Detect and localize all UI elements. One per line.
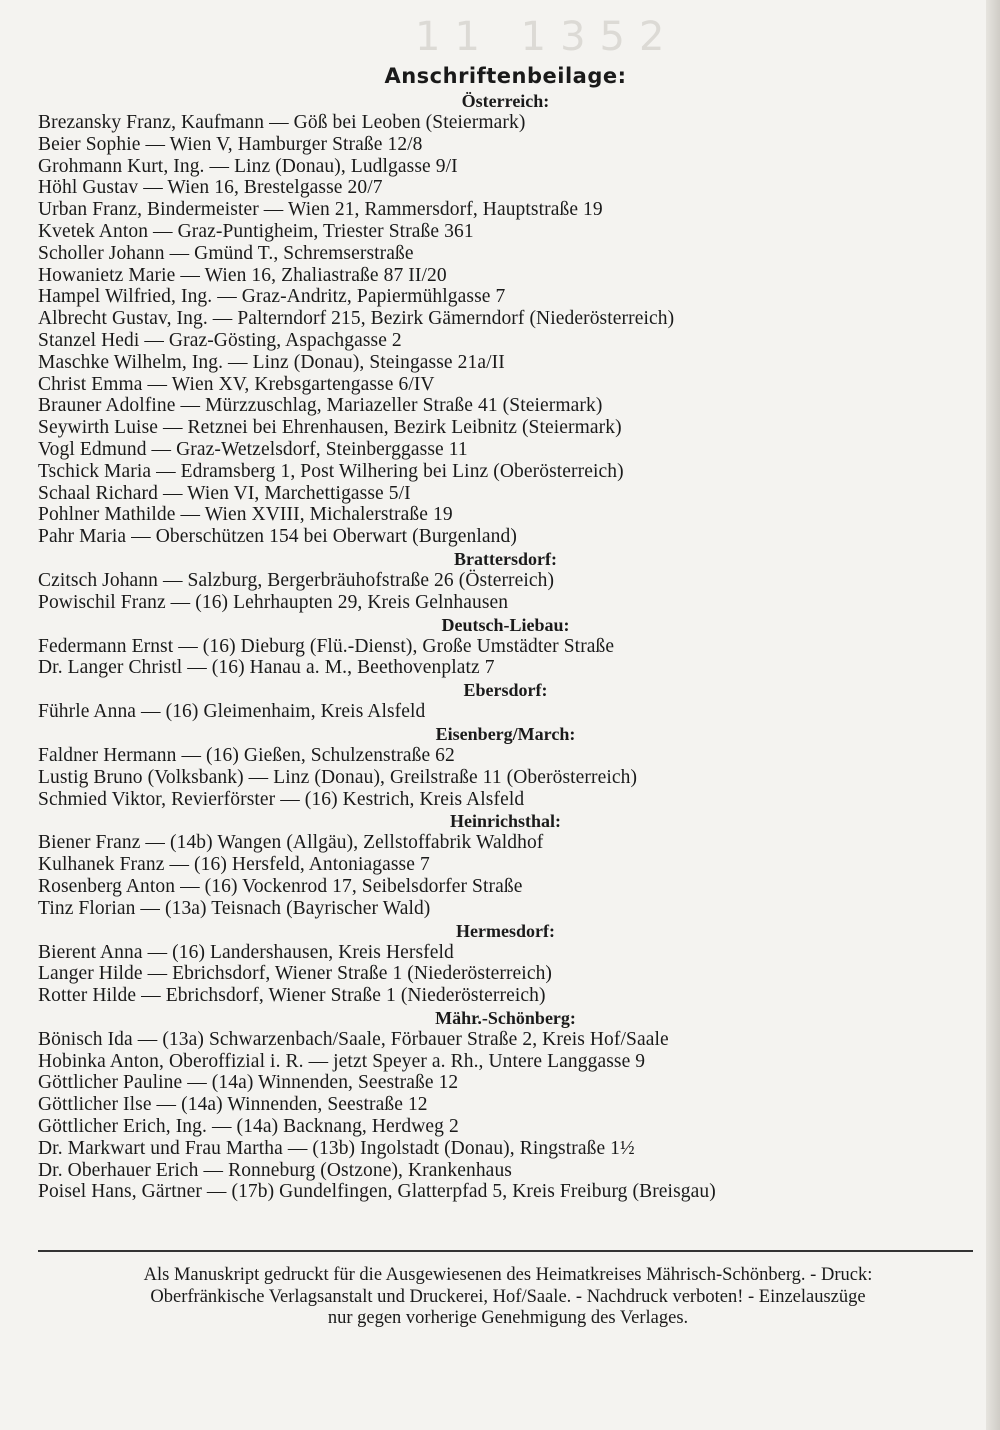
address-entry: Federmann Ernst — (16) Dieburg (Flü.-Dienst), Große Umstädter Straße — [38, 635, 615, 657]
address-entry: Faldner Hermann — (16) Gießen, Schulzenstraße 62 — [38, 744, 455, 766]
address-entry: Brezansky Franz, Kaufmann — Göß bei Leoben (Steiermark) — [38, 112, 526, 133]
address-entry: Dr. Oberhauer Erich — Ronneburg (Ostzone), Krankenhaus — [38, 1159, 512, 1181]
region-section — [38, 90, 973, 548]
region-heading: Eisenberg/March: — [435, 723, 576, 744]
address-entry: Maschke Wilhelm, Ing. — Linz (Donau), Steingasse 21a/II — [38, 351, 505, 373]
address-entry: Howanietz Marie — Wien 16, Zhaliastraße 87 II/20 — [38, 264, 447, 286]
region-section — [38, 548, 973, 614]
region-heading: Österreich: — [461, 91, 550, 111]
address-entry: Hampel Wilfried, Ing. — Graz-Andritz, Papiermühlgasse 7 — [38, 286, 506, 308]
address-supplement — [38, 62, 973, 1203]
address-entry: Schmied Viktor, Revierförster — (16) Kestrich, Kreis Alsfeld — [38, 788, 525, 810]
address-entry: Schaal Richard — Wien VI, Marchettigasse 5/I — [38, 482, 411, 504]
address-entry: Brauner Adolfine — Mürzzuschlag, Mariazeller Straße 41 (Steiermark) — [38, 395, 603, 417]
address-entry: Pohlner Mathilde — Wien XVIII, Michalerstraße 19 — [38, 504, 453, 526]
address-entry: Führle Anna — (16) Gleimenhaim, Kreis Alsfeld — [38, 701, 426, 723]
address-entry: Langer Hilde — Ebrichsdorf, Wiener Straße 1 (Niederösterreich) — [38, 963, 553, 985]
address-entry: Scholler Johann — Gmünd T., Schremserstraße — [38, 242, 414, 264]
address-entry: Albrecht Gustav, Ing. — Palterndorf 215, Bezirk Gämerndorf (Niederösterreich) — [38, 308, 675, 330]
address-entry: Kvetek Anton — Graz-Puntigheim, Triester Straße 361 — [38, 220, 474, 242]
address-list — [38, 942, 973, 1007]
address-entry: Lustig Bruno (Volksbank) — Linz (Donau), Greilstraße 11 (Oberösterreich) — [38, 766, 638, 788]
region-heading: Deutsch-Liebau: — [441, 614, 570, 635]
address-entry: Czitsch Johann — Salzburg, Bergerbräuhofstraße 26 (Österreich) — [38, 569, 555, 591]
address-entry: Bönisch Ida — (13a) Schwarzenbach/Saale, Förbauer Straße 2, Kreis Hof/Saale — [38, 1028, 669, 1050]
address-entry: Pahr Maria — Oberschützen 154 bei Oberwart (Burgenland) — [38, 526, 517, 548]
address-entry: Bierent Anna — (16) Landershausen, Kreis Hersfeld — [38, 941, 454, 963]
footer-divider — [38, 1250, 973, 1252]
address-entry: Powischil Franz — (16) Lehrhaupten 29, Kreis Gelnhausen — [38, 591, 509, 613]
address-list — [38, 636, 973, 680]
address-entry: Tschick Maria — Edramsberg 1, Post Wilhering bei Linz (Oberösterreich) — [38, 460, 624, 482]
address-entry: Hobinka Anton, Oberoffizial i. R. — jetzt Speyer a. Rh., Untere Langgasse 9 — [38, 1050, 646, 1072]
region-heading: Hermesdorf: — [456, 920, 555, 941]
address-entry: Rosenberg Anton — (16) Vockenrod 17, Seibelsdorfer Straße — [38, 875, 523, 897]
address-entry: Urban Franz, Bindermeister — Wien 21, Rammersdorf, Hauptstraße 19 — [38, 199, 603, 221]
sections-container — [38, 90, 973, 1203]
address-list — [38, 112, 973, 548]
imprint-footer — [38, 1265, 978, 1330]
address-entry: Biener Franz — (14b) Wangen (Allgäu), Zellstoffabrik Waldhof — [38, 832, 544, 854]
address-entry: Stanzel Hedi — Graz-Gösting, Aspachgasse 2 — [38, 329, 402, 351]
address-entry: Göttlicher Ilse — (14a) Winnenden, Seestraße 12 — [38, 1094, 428, 1116]
address-entry: Dr. Markwart und Frau Martha — (13b) Ingolstadt (Donau), Ringstraße 1½ — [38, 1137, 635, 1159]
footer-line: Als Manuskript gedruckt für die Ausgewiesenen des Heimatkreises Mährisch-Schönberg. - Druck: — [143, 1265, 873, 1285]
address-entry: Dr. Langer Christl — (16) Hanau a. M., Beethovenplatz 7 — [38, 657, 495, 679]
region-section — [38, 920, 973, 1007]
address-entry: Christ Emma — Wien XV, Krebsgartengasse 6/IV — [38, 373, 435, 395]
region-section — [38, 723, 973, 810]
address-entry: Höhl Gustav — Wien 16, Brestelgasse 20/7 — [38, 177, 383, 199]
address-entry: Grohmann Kurt, Ing. — Linz (Donau), Ludlgasse 9/I — [38, 155, 458, 177]
address-list — [38, 701, 973, 723]
address-list — [38, 1029, 973, 1203]
address-entry: Rotter Hilde — Ebrichsdorf, Wiener Straße 1 (Niederösterreich) — [38, 985, 546, 1007]
address-entry: Vogl Edmund — Graz-Wetzelsdorf, Steinberggasse 11 — [38, 438, 468, 460]
region-heading: Heinrichsthal: — [450, 811, 561, 832]
address-entry: Seywirth Luise — Retznei bei Ehrenhausen, Bezirk Leibnitz (Steiermark) — [38, 417, 622, 439]
region-section — [38, 810, 973, 919]
address-entry: Kulhanek Franz — (16) Hersfeld, Antoniagasse 7 — [38, 854, 430, 876]
footer-line: nur gegen vorherige Genehmigung des Verlages. — [327, 1308, 689, 1328]
address-entry: Göttlicher Erich, Ing. — (14a) Backnang, Herdweg 2 — [38, 1116, 459, 1138]
scan-edge-shadow — [986, 0, 1000, 1430]
region-heading: Ebersdorf: — [463, 680, 548, 701]
address-list — [38, 570, 973, 614]
address-entry: Poisel Hans, Gärtner — (17b) Gundelfingen, Glatterpfad 5, Kreis Freiburg (Breisgau) — [38, 1181, 716, 1203]
address-entry: Tinz Florian — (13a) Teisnach (Bayrischer Wald) — [38, 897, 431, 919]
address-entry: Beier Sophie — Wien V, Hamburger Straße 12/8 — [38, 133, 423, 155]
address-entry: Göttlicher Pauline — (14a) Winnenden, Seestraße 12 — [38, 1072, 459, 1094]
page-title: Anschriftenbeilage: — [384, 64, 627, 88]
region-section — [38, 679, 973, 723]
faded-stamp: 11 1352 — [415, 14, 679, 60]
region-heading: Mähr.-Schönberg: — [435, 1007, 576, 1028]
address-list — [38, 745, 973, 810]
region-section — [38, 1007, 973, 1203]
address-list — [38, 832, 973, 919]
region-heading: Brattersdorf: — [454, 548, 557, 569]
region-section — [38, 614, 973, 680]
footer-line: Oberfränkische Verlagsanstalt und Druckerei, Hof/Saale. - Nachdruck verboten! - Einzelauszüge — [150, 1286, 866, 1307]
